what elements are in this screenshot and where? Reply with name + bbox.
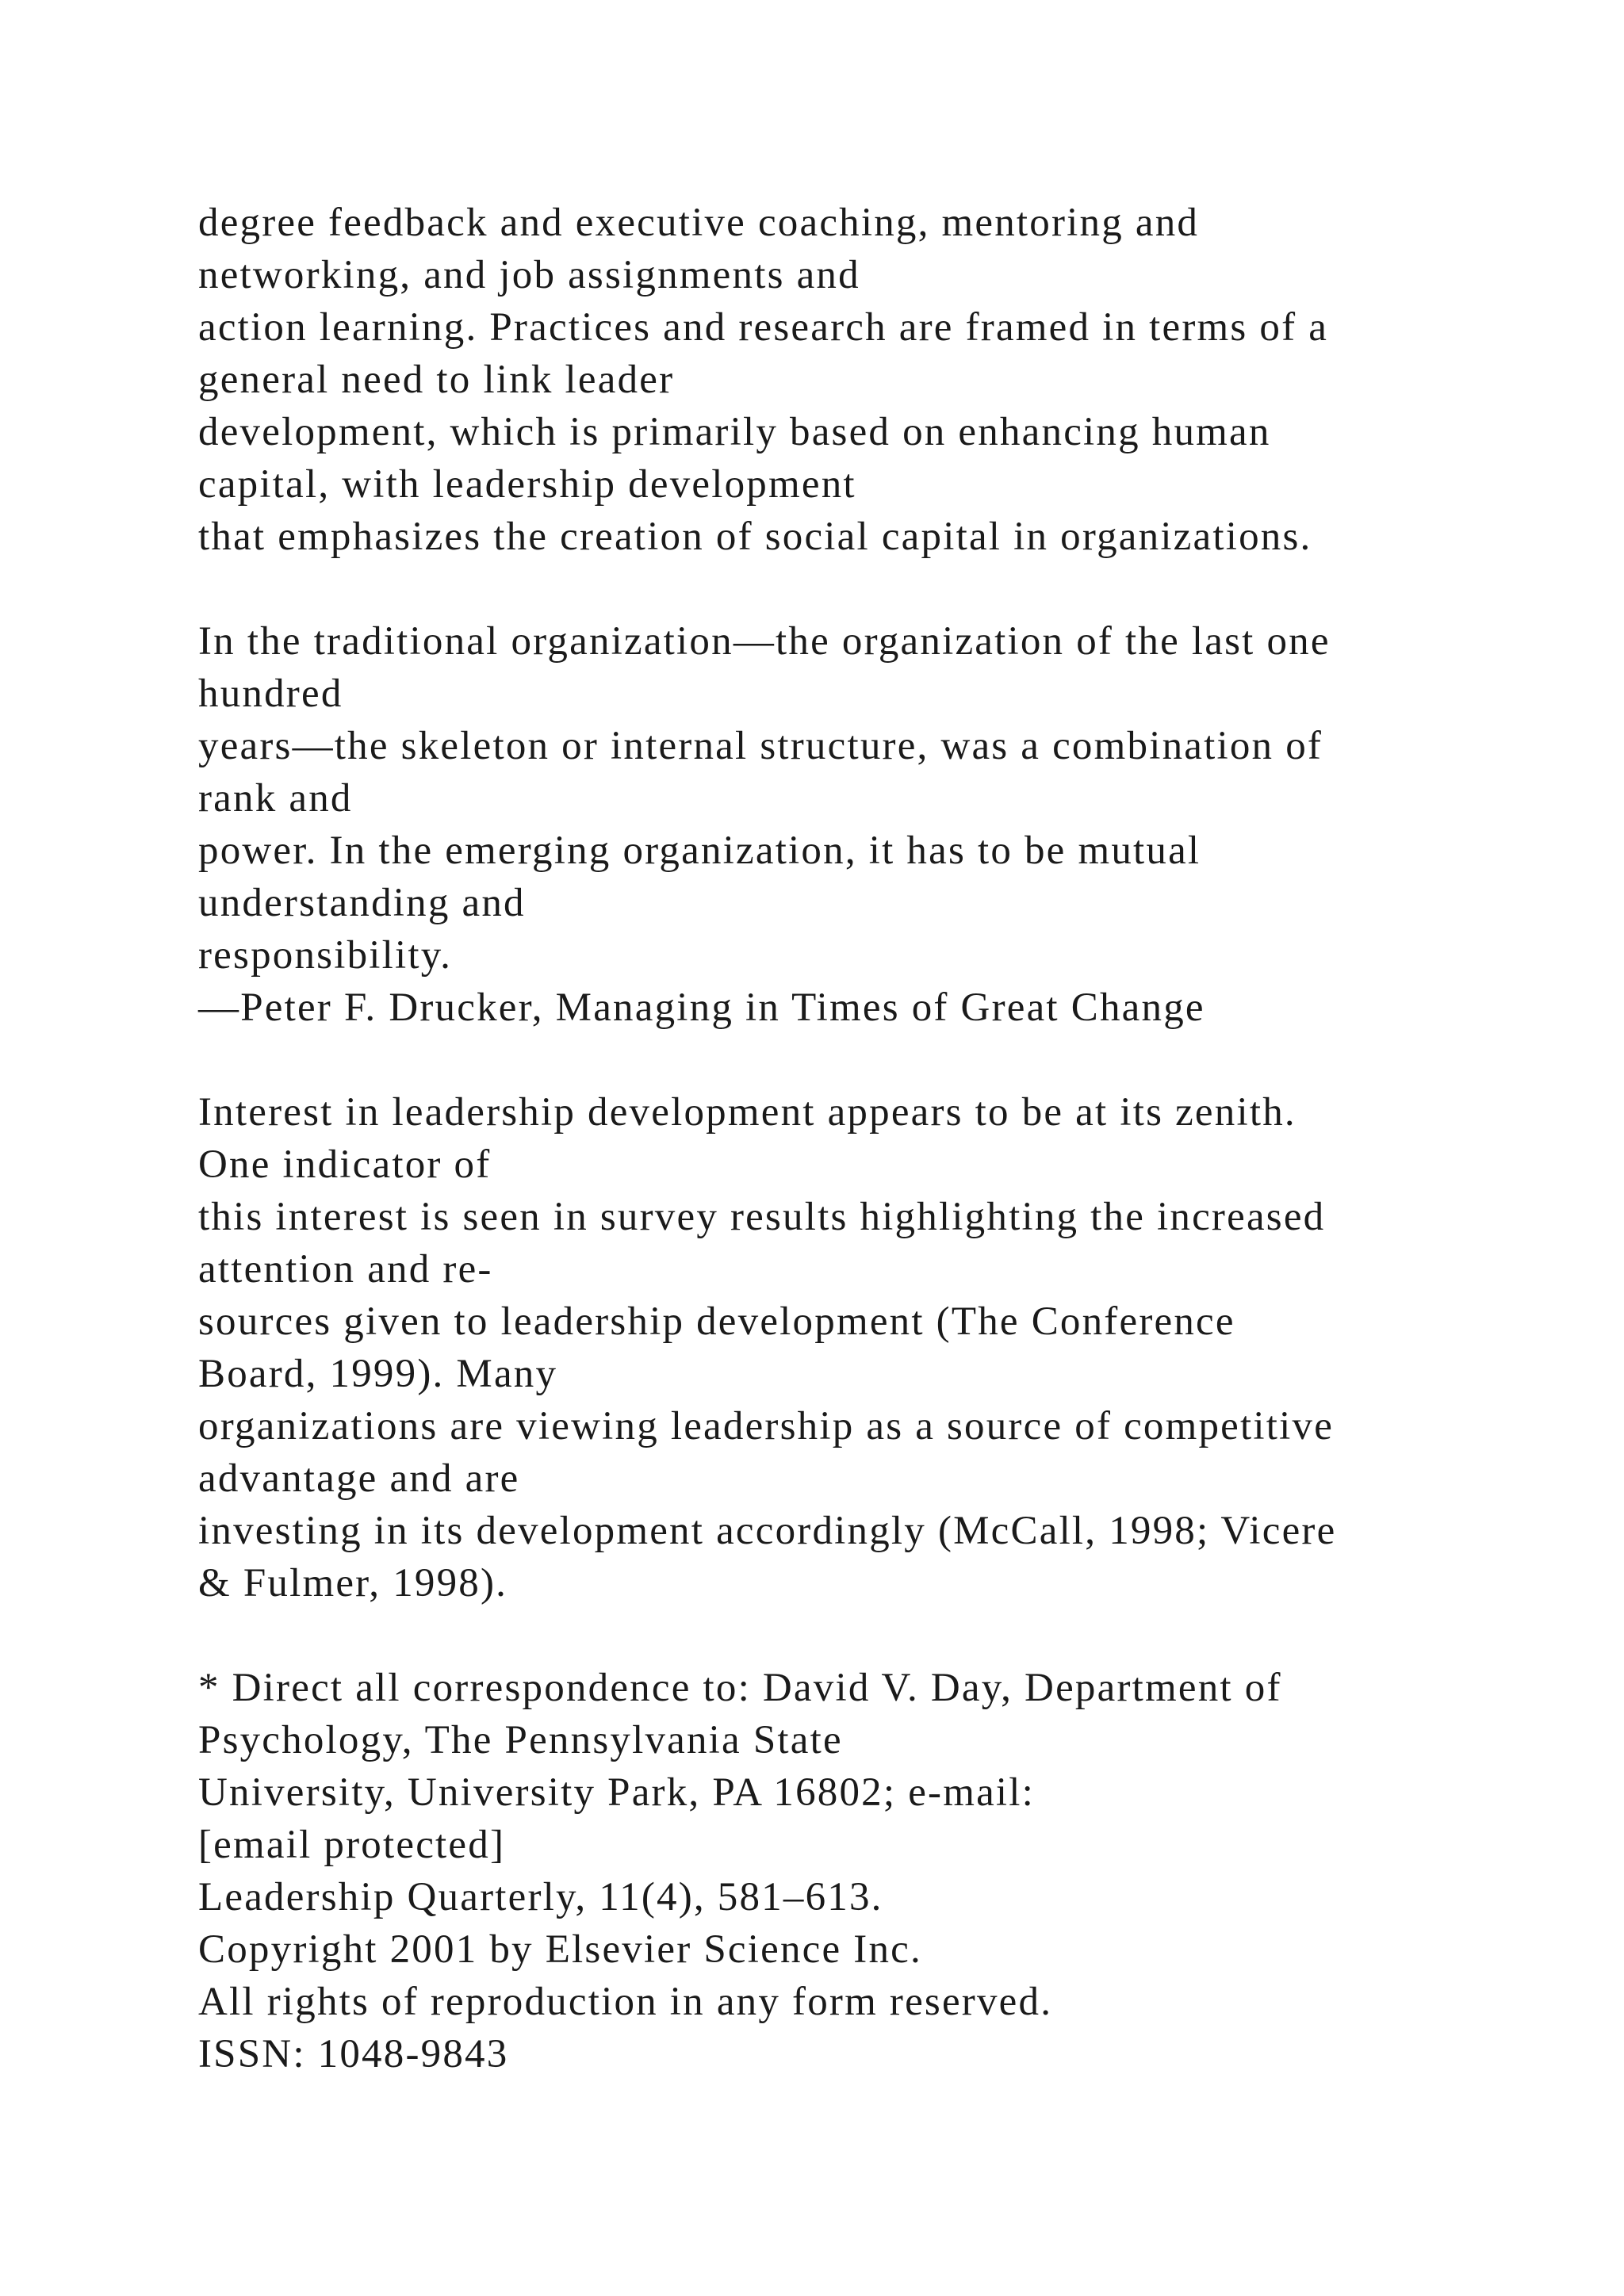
text-line: University, University Park, PA 16802; e-mail: [198,1770,1036,1815]
paragraph-spacer [198,1034,1499,1086]
text-line: & Fulmer, 1998). [198,1561,508,1605]
text-line: capital, with leadership development [198,462,856,507]
paragraph-spacer [198,563,1499,615]
text-line: hundred [198,672,343,716]
text-line: One indicator of [198,1142,492,1187]
text-line: Psychology, The Pennsylvania State [198,1718,843,1762]
text-line: action learning. Practices and research are framed in terms of a [198,305,1329,350]
paragraph-introduction [198,1086,1499,1609]
document-body [198,197,1499,2080]
text-line: attention and re- [198,1247,493,1292]
text-line: Board, 1999). Many [198,1352,558,1396]
text-line: power. In the emerging organization, it has to be mutual [198,828,1201,873]
copyright-line: Copyright 2001 by Elsevier Science Inc. [198,1927,922,1972]
text-line: networking, and job assignments and [198,253,860,297]
text-line: responsibility. [198,933,453,978]
journal-citation: Leadership Quarterly, 11(4), 581–613. [198,1875,883,1919]
text-line: rank and [198,776,353,821]
rights-line: All rights of reproduction in any form reserved. [198,1980,1053,2024]
text-line: sources given to leadership development (The Conference [198,1299,1235,1344]
text-line: advantage and are [198,1456,520,1501]
paragraph-abstract-continuation [198,197,1499,563]
issn-line: ISSN: 1048-9843 [198,2032,509,2076]
text-line: degree feedback and executive coaching, mentoring and [198,201,1200,245]
paragraph-spacer [198,1609,1499,1662]
text-line: years—the skeleton or internal structure, was a combination of [198,724,1323,768]
epigraph-attribution: —Peter F. Drucker, Managing in Times of Great Change [198,985,1205,1030]
text-line: general need to link leader [198,358,675,402]
text-line: this interest is seen in survey results highlighting the increased [198,1195,1326,1239]
text-line: organizations are viewing leadership as a source of competitive [198,1404,1335,1448]
email-text: [email protected] [198,1823,506,1867]
text-line: Interest in leadership development appears to be at its zenith. [198,1090,1297,1135]
correspondence-footnote [198,1662,1499,2080]
epigraph-quote [198,615,1499,1034]
text-line: * Direct all correspondence to: David V. Day, Department of [198,1666,1282,1710]
text-line: that emphasizes the creation of social capital in organizations. [198,515,1312,559]
text-line: understanding and [198,881,526,925]
text-line: development, which is primarily based on enhancing human [198,410,1271,454]
text-line: investing in its development accordingly (McCall, 1998; Vicere [198,1509,1337,1553]
text-line: In the traditional organization—the organization of the last one [198,619,1331,664]
